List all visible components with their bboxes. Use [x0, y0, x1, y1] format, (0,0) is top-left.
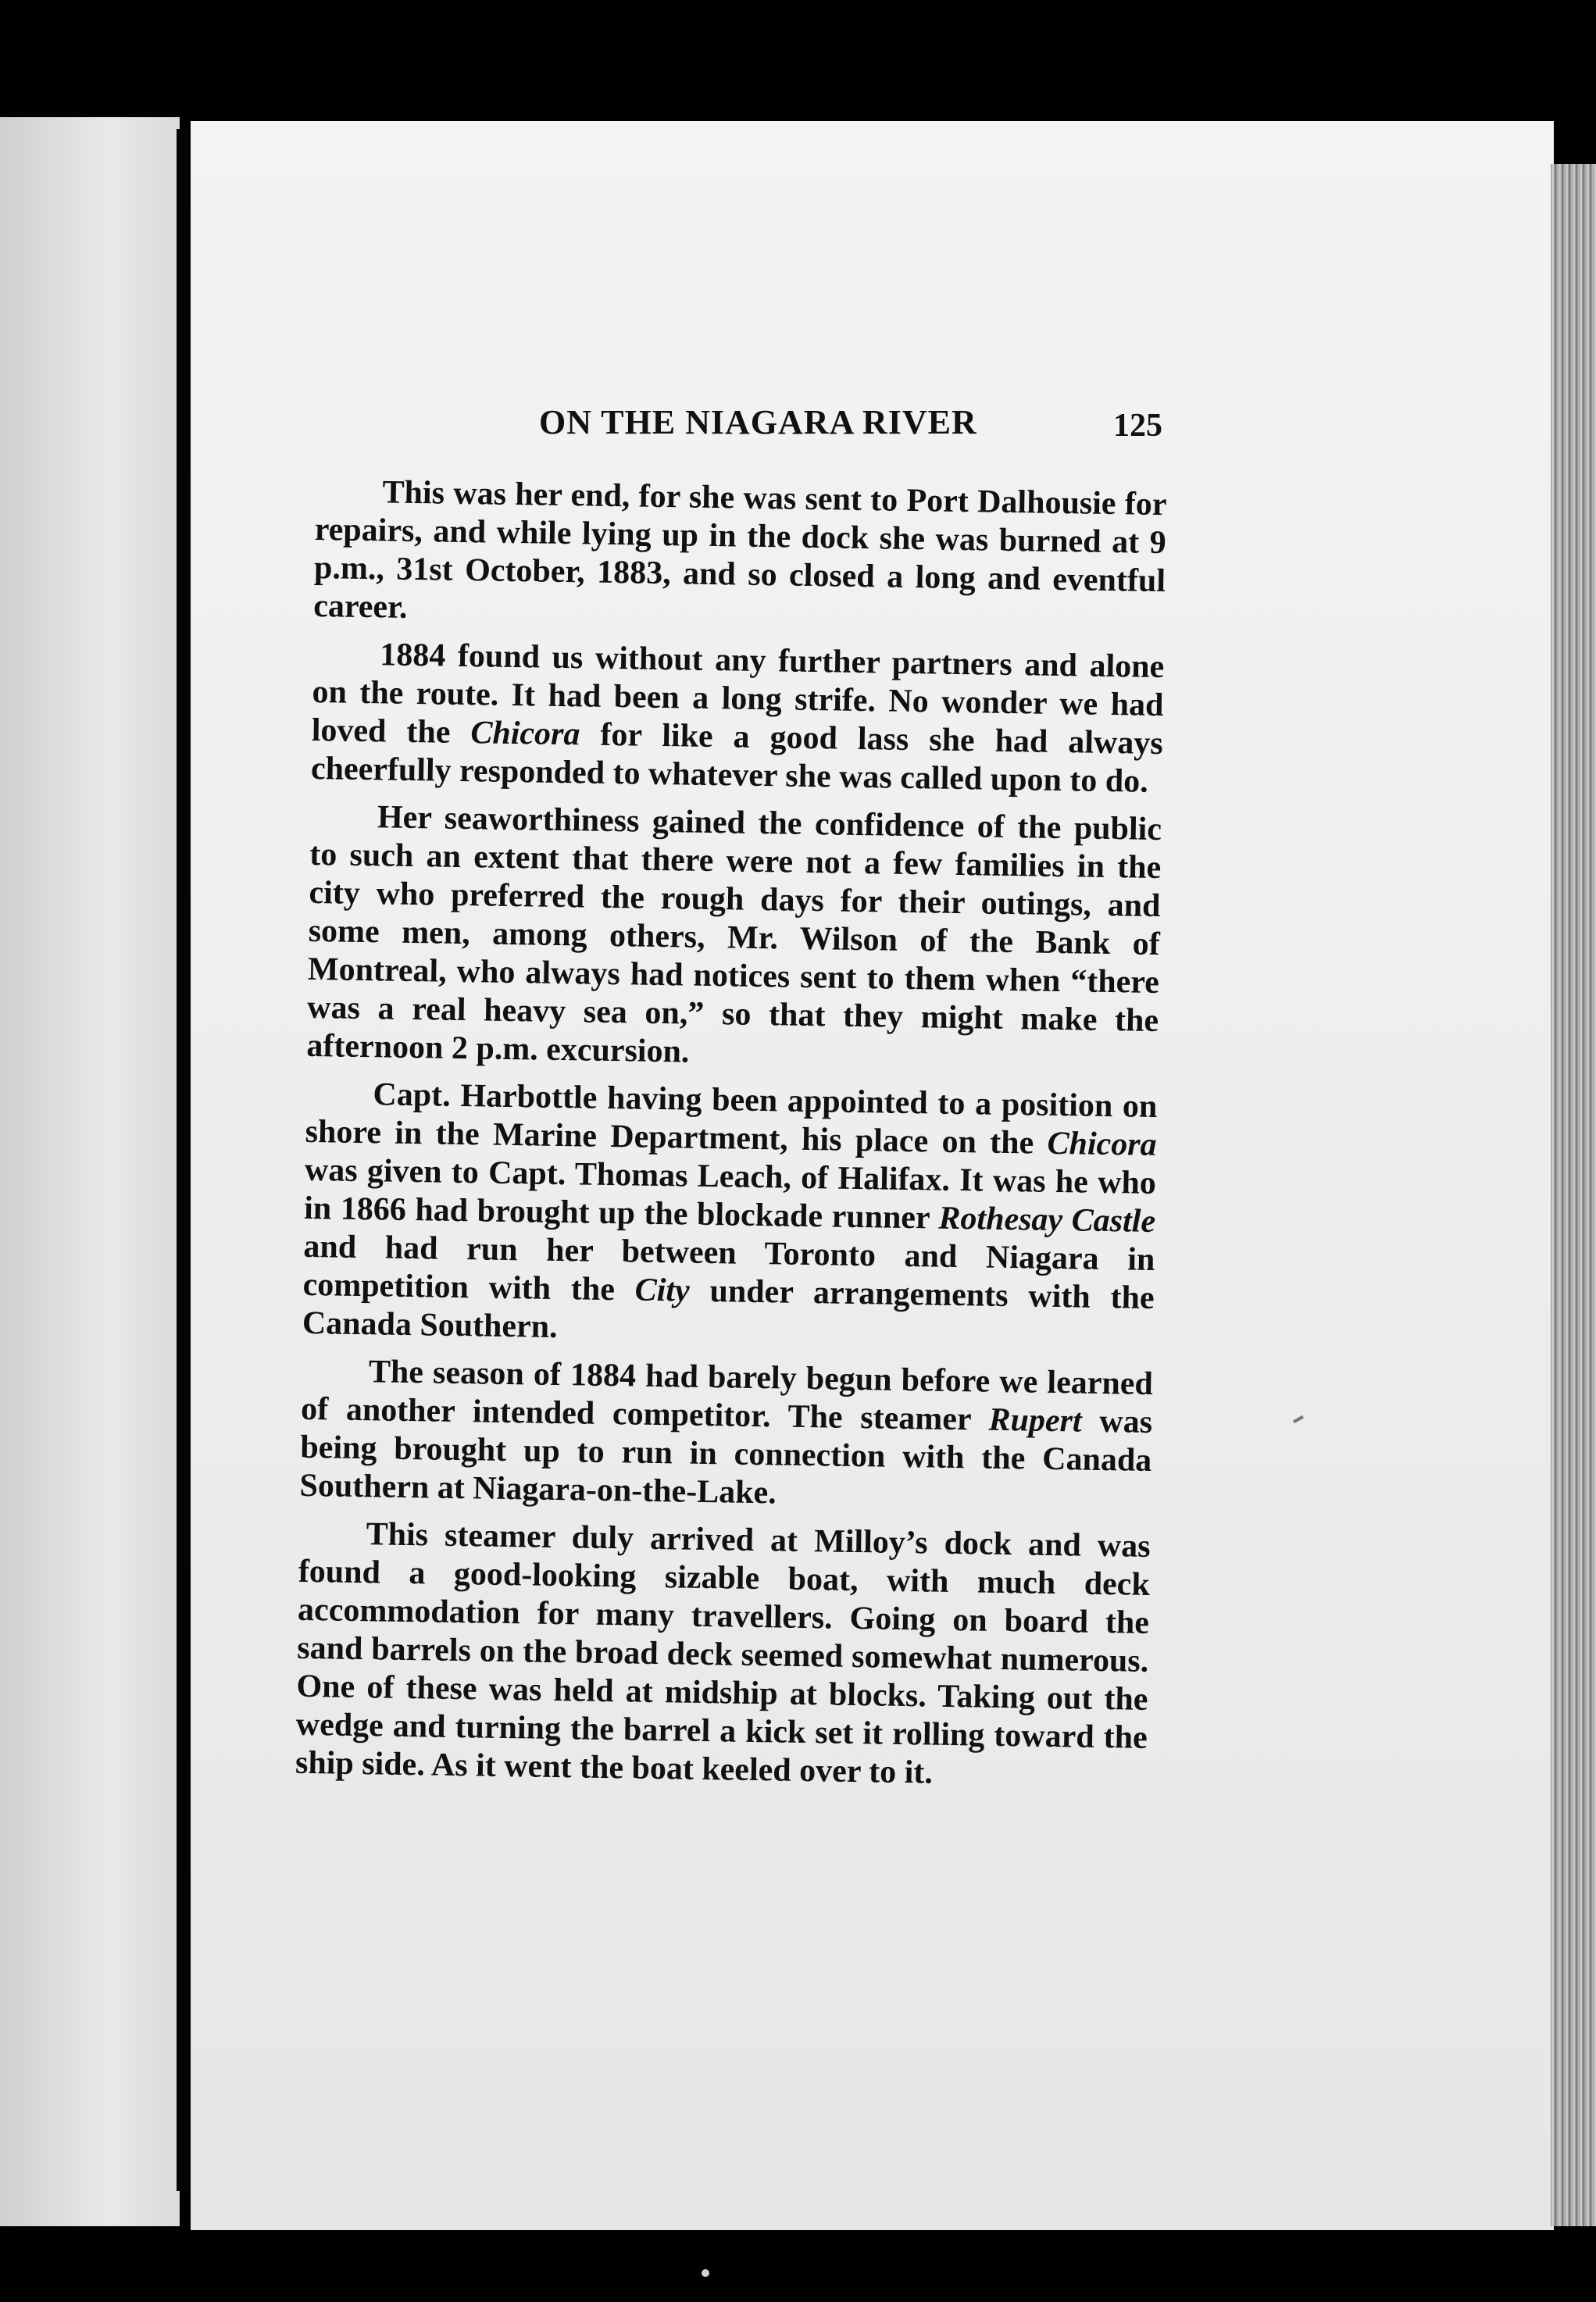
previous-page-edge [0, 117, 180, 2226]
paragraph [313, 473, 1167, 639]
book-gutter [177, 129, 191, 2191]
italic-text: Rothesay Castle [938, 1200, 1156, 1240]
text-run: Capt. Harbottle having been appointed to a position on shore in the Marine Department, his place on the [305, 1076, 1158, 1162]
text-run: This steamer duly arrived at Milloy’s dock and was found a good-looking sizable boat, with much deck accommodation for many travellers. Going on board the sand barrels on the broad deck seemed somewhat numerous. One of these was held at midship at blocks. Taking out the wedge and turning the barrel a kick set it rolling toward the ship side. As it went the boat keeled over to it. [295, 1516, 1151, 1791]
paragraph [311, 635, 1165, 801]
paragraph [306, 798, 1162, 1079]
paragraph [299, 1352, 1153, 1519]
scan-speck [702, 2269, 709, 2277]
italic-text: City [634, 1272, 691, 1309]
italic-text: Chicora [470, 715, 580, 753]
body-text [295, 473, 1166, 1805]
text-run: This was her end, for she was sent to Port Dalhousie for repairs, and while lying up in the dock she was burned at 9 p.m., 31st October, 1883, and so closed a long and eventful career. [312, 474, 1167, 626]
page-edges [1551, 164, 1596, 2226]
italic-text: Chicora [1047, 1125, 1157, 1164]
text-run: 1884 found us without any further partners and alone on the route. It had been a long strife. No wonder we had loved the [311, 637, 1165, 751]
paragraph [302, 1075, 1158, 1356]
running-title: ON THE NIAGARA RIVER [539, 403, 977, 441]
text-run: under arrangements with the Canada Southern. [302, 1272, 1155, 1345]
text-run: for like a good lass she had always cheerfully responded to whatever she was called upon to do. [310, 716, 1164, 800]
paragraph [295, 1515, 1151, 1796]
italic-text: Rupert [988, 1401, 1082, 1440]
page-number: 125 [1113, 408, 1162, 444]
page-header [344, 402, 1203, 457]
text-run: was given to Capt. Thomas Leach, of Halifax. It was he who in 1866 had brought up the blockade runner [303, 1151, 1157, 1237]
text-run: was being brought up to run in connection with the Canada Southern at Niagara-on-the-Lake. [299, 1403, 1153, 1511]
text-run: The season of 1884 had barely begun before we learned of another intended competitor. The steamer [300, 1354, 1154, 1438]
text-run: Her seaworthiness gained the confidence of the public to such an extent that there were not a few families in the city who preferred the rough days for their outings, and some men, among others, Mr. Wilson of the Bank of Montreal, who always had notices sent to them when “there was a real heavy sea on,” so that they might make the afternoon 2 p.m. excursion. [306, 799, 1162, 1070]
text-run: and had run her between Toronto and Niagara in competition with the [302, 1228, 1155, 1308]
